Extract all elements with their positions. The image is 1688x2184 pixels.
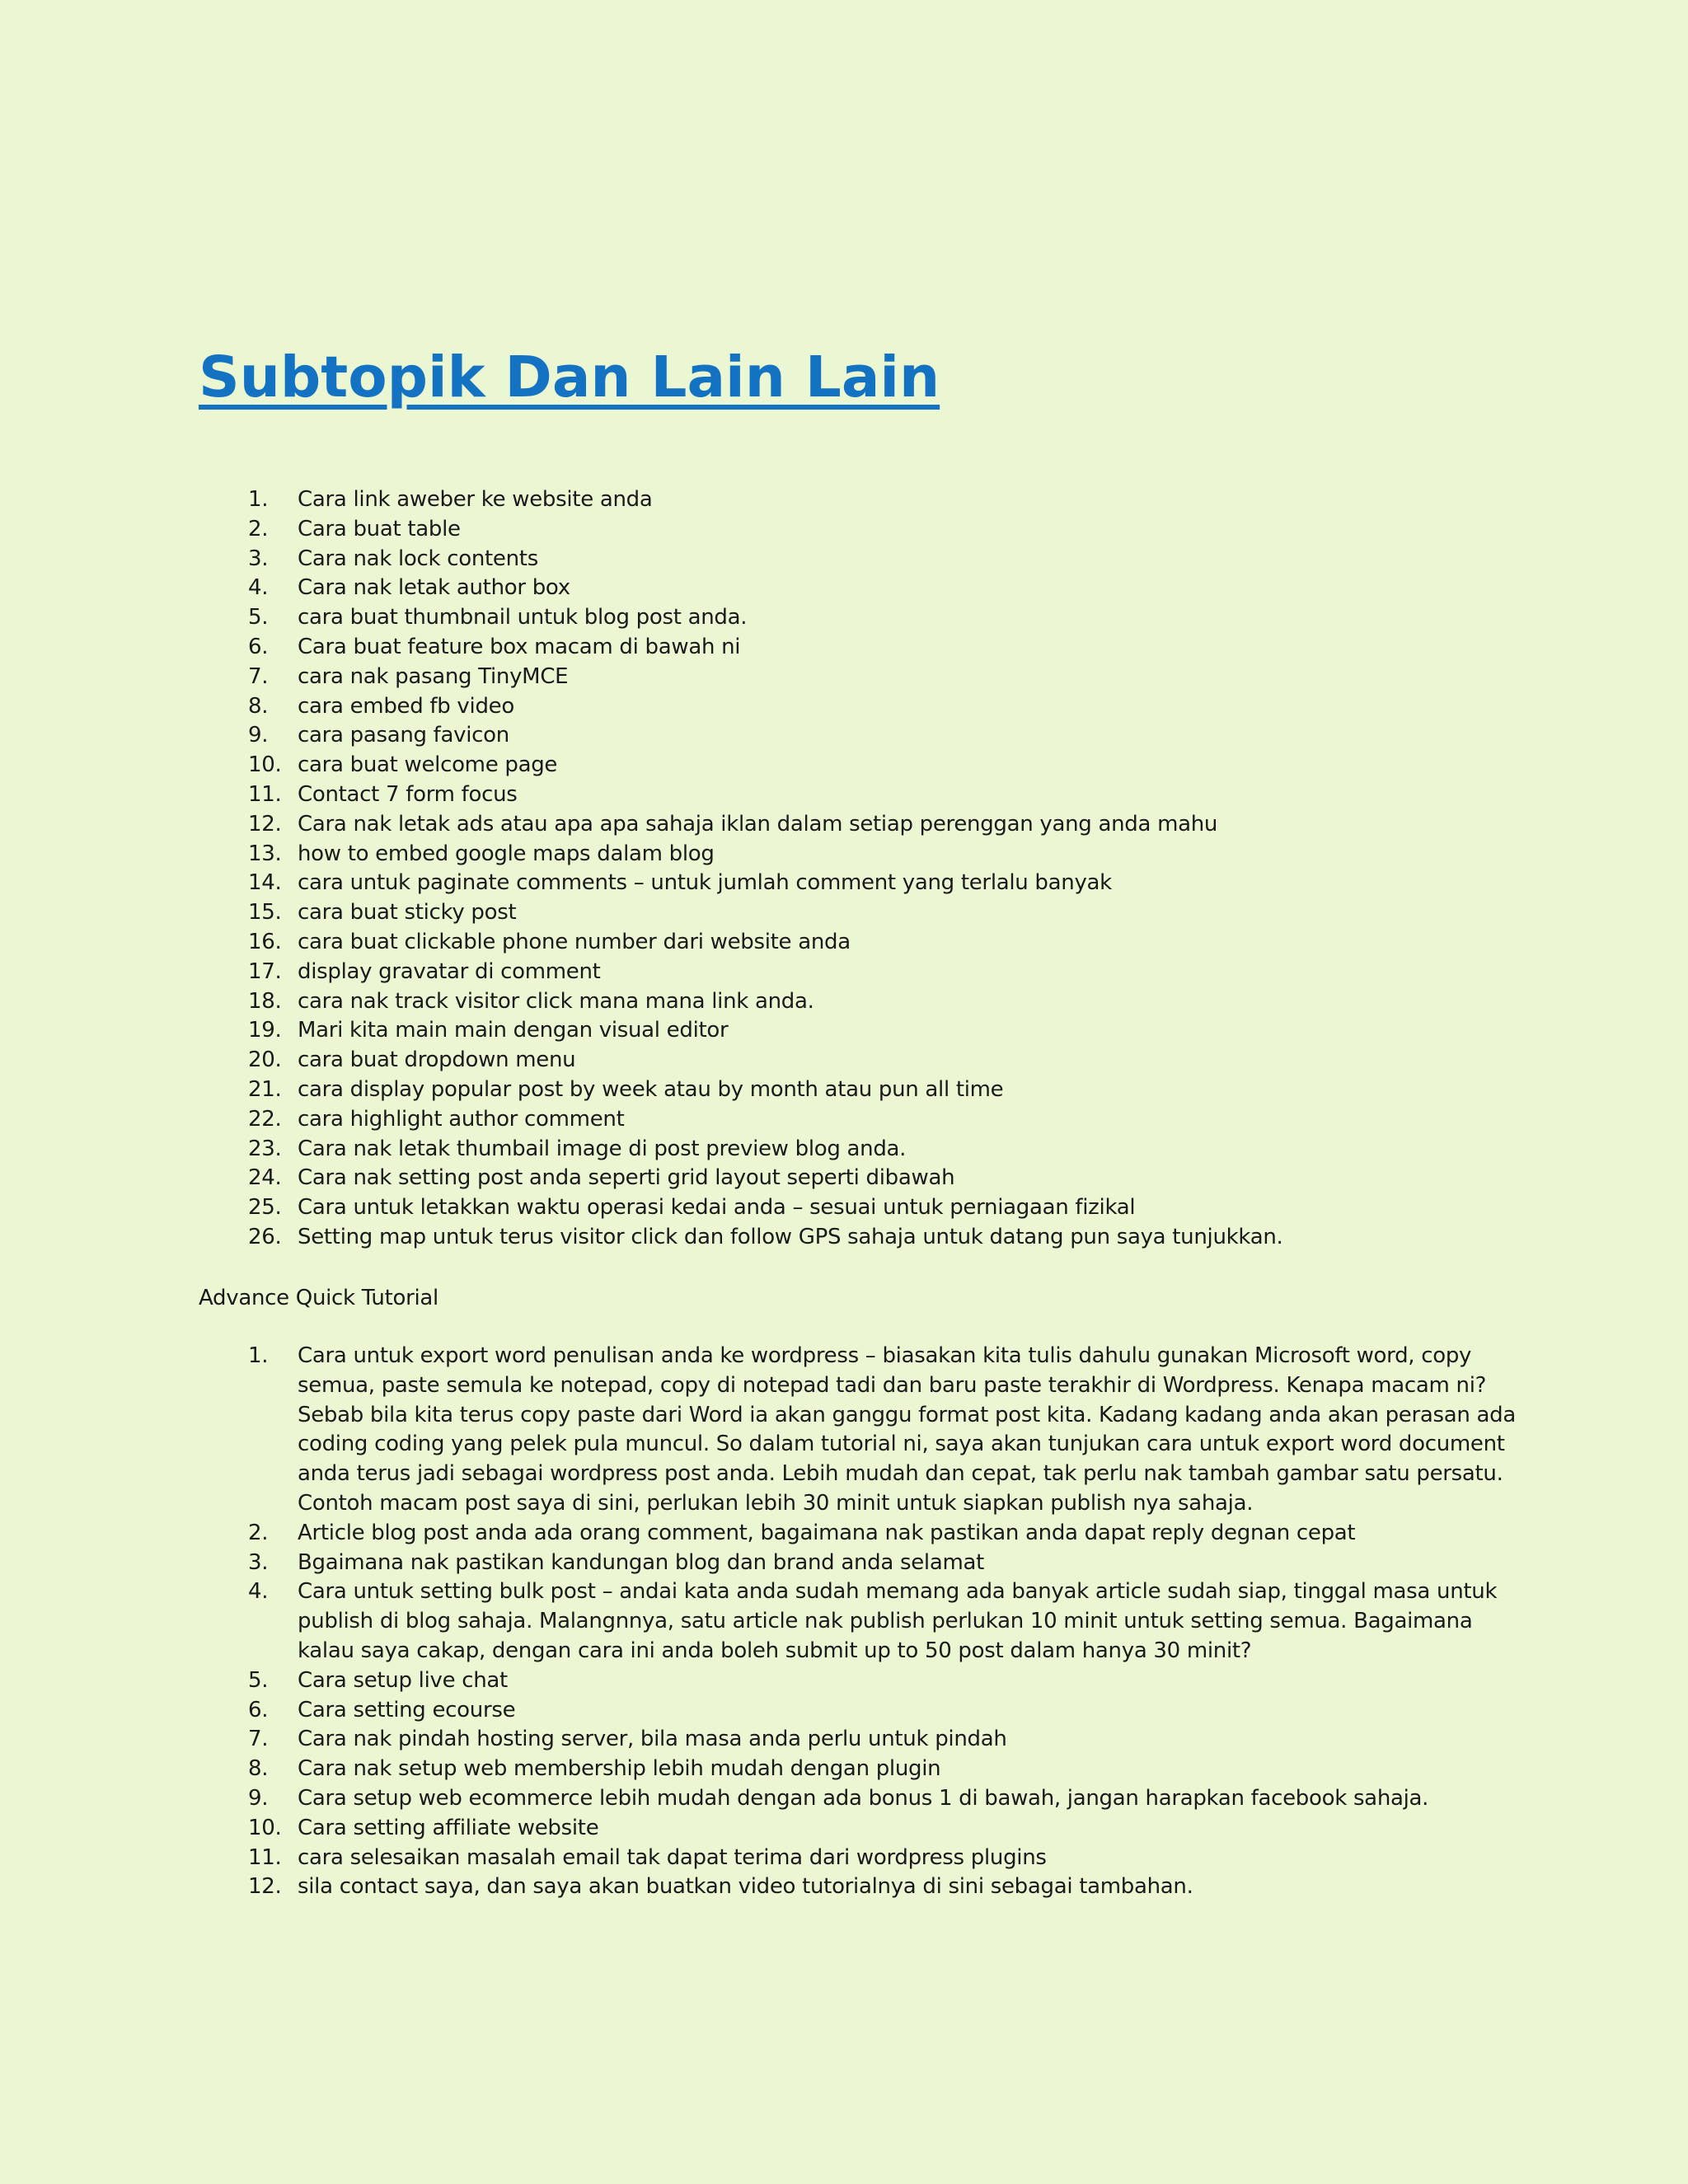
list-item-number: 14. bbox=[248, 870, 282, 896]
list-item-number: 9. bbox=[248, 723, 269, 748]
list-item-text: Cara nak letak ads atau apa apa sahaja iklan dalam setiap perenggan yang anda mahu bbox=[298, 811, 1218, 837]
list-item bbox=[0, 1784, 1517, 1814]
list-item bbox=[0, 1549, 1517, 1578]
list-item bbox=[0, 1193, 1517, 1223]
list-item bbox=[0, 1666, 1517, 1696]
list-item bbox=[0, 633, 1517, 663]
list-item-number: 9. bbox=[248, 1785, 269, 1811]
list-item-number: 23. bbox=[248, 1136, 282, 1161]
list-item-number: 5. bbox=[248, 605, 269, 630]
list-item bbox=[0, 1105, 1517, 1135]
list-item-number: 12. bbox=[248, 1874, 282, 1900]
list-item bbox=[0, 545, 1517, 574]
list-item bbox=[0, 485, 1517, 515]
list-item bbox=[0, 958, 1517, 987]
list-item-text: Mari kita main main dengan visual editor bbox=[298, 1018, 729, 1043]
list-item-text: Cara nak pindah hosting server, bila masa anda perlu untuk pindah bbox=[298, 1727, 1007, 1752]
list-item bbox=[0, 663, 1517, 692]
list-item-text: Setting map untuk terus visitor click dan follow GPS sahaja untuk datang pun saya tunjukkan. bbox=[298, 1224, 1283, 1249]
list-item-number: 24. bbox=[248, 1165, 282, 1191]
list-item-text: cara buat clickable phone number dari website anda bbox=[298, 929, 851, 954]
list-item-number: 13. bbox=[248, 841, 282, 866]
list-item bbox=[0, 780, 1517, 810]
list-item bbox=[0, 840, 1517, 869]
list-item-number: 1. bbox=[248, 487, 269, 512]
list-item-number: 4. bbox=[248, 1579, 269, 1605]
list-item-number: 26. bbox=[248, 1224, 282, 1249]
list-item-number: 15. bbox=[248, 900, 282, 926]
list-item-text: Cara untuk letakkan waktu operasi kedai anda – sesuai untuk perniagaan fizikal bbox=[298, 1195, 1136, 1221]
list-item-number: 20. bbox=[248, 1047, 282, 1073]
page-title: Subtopik Dan Lain Lain bbox=[199, 344, 940, 410]
list-item bbox=[0, 1814, 1517, 1844]
list-item-text: display gravatar di comment bbox=[298, 958, 601, 984]
list-item bbox=[0, 1844, 1517, 1873]
list-item bbox=[0, 1342, 1517, 1519]
list-item-text: cara nak track visitor click mana mana link anda. bbox=[298, 988, 814, 1014]
section-label-advance-quick-tutorial: Advance Quick Tutorial bbox=[199, 1286, 438, 1310]
list-item-text: Cara untuk setting bulk post – andai kata anda sudah memang ada banyak article sudah siap, tinggal masa untuk publish di blog sahaja. Malangnnya, satu article nak publish perlukan 10 minit untuk setting semua. Bagaimana kalau saya cakap, dengan cara ini anda boleh submit up to 50 post dalam hanya 30 minit? bbox=[298, 1579, 1498, 1663]
list-item-text: Article blog post anda ada orang comment, bagaimana nak pastikan anda dapat reply degnan cepat bbox=[298, 1520, 1356, 1545]
list-item bbox=[0, 751, 1517, 780]
list-item bbox=[0, 987, 1517, 1017]
list-item bbox=[0, 1046, 1517, 1076]
list-item-text: cara buat welcome page bbox=[298, 752, 558, 778]
list-item bbox=[0, 692, 1517, 722]
list-item-number: 18. bbox=[248, 988, 282, 1014]
list-item-text: Cara nak letak author box bbox=[298, 575, 570, 601]
list-item-number: 4. bbox=[248, 575, 269, 601]
list-item-number: 8. bbox=[248, 693, 269, 719]
list-item-text: sila contact saya, dan saya akan buatkan video tutorialnya di sini sebagai tambahan. bbox=[298, 1874, 1193, 1900]
list-item-text: Cara setup web ecommerce lebih mudah dengan ada bonus 1 di bawah, jangan harapkan facebook sahaja. bbox=[298, 1785, 1429, 1811]
list-item bbox=[0, 1016, 1517, 1046]
list-item bbox=[0, 1725, 1517, 1755]
list-item bbox=[0, 1577, 1517, 1666]
list-item-number: 21. bbox=[248, 1076, 282, 1102]
list-item-text: Cara nak letak thumbail image di post preview blog anda. bbox=[298, 1136, 907, 1161]
list-item-text: cara display popular post by week atau by month atau pun all time bbox=[298, 1076, 1004, 1102]
list-item-text: Cara link aweber ke website anda bbox=[298, 487, 653, 512]
list-item-text: Cara setting affiliate website bbox=[298, 1815, 599, 1840]
list-item bbox=[0, 721, 1517, 751]
list-item bbox=[0, 1223, 1517, 1253]
list-item-number: 7. bbox=[248, 663, 269, 689]
list-item-number: 10. bbox=[248, 1815, 282, 1840]
list-item-text: Cara untuk export word penulisan anda ke wordpress – biasakan kita tulis dahulu gunakan Microsoft word, copy semua, paste semula ke notepad, copy di notepad tadi dan baru paste terakhir di Wordpress. Kenapa macam ni? Sebab bila kita terus copy paste dari Word ia akan ganggu format post kita. Kadang kadang anda akan perasan ada coding coding yang pelek pula muncul. So dalam tutorial ni, saya akan tunjukan cara untuk export word document anda terus jadi sebagai wordpress post anda. Lebih mudah dan cepat, tak perlu nak tambah gambar satu persatu. Contoh macam post saya di sini, perlukan lebih 30 minit untuk siapkan publish nya sahaja. bbox=[298, 1343, 1517, 1516]
list-item-number: 12. bbox=[248, 811, 282, 837]
list-item-text: cara untuk paginate comments – untuk jumlah comment yang terlalu banyak bbox=[298, 870, 1112, 896]
list-item-text: cara selesaikan masalah email tak dapat terima dari wordpress plugins bbox=[298, 1844, 1047, 1870]
list-item bbox=[0, 515, 1517, 545]
list-item-number: 11. bbox=[248, 781, 282, 807]
list-item-number: 5. bbox=[248, 1667, 269, 1693]
list-item bbox=[0, 1076, 1517, 1105]
list-item-number: 6. bbox=[248, 634, 269, 659]
list-item bbox=[0, 810, 1517, 840]
list-item-number: 8. bbox=[248, 1756, 269, 1782]
list-item bbox=[0, 928, 1517, 958]
list-item-text: Cara buat feature box macam di bawah ni bbox=[298, 634, 741, 659]
list-item-text: Bgaimana nak pastikan kandungan blog dan brand anda selamat bbox=[298, 1549, 985, 1575]
list-item-number: 22. bbox=[248, 1106, 282, 1132]
list-item bbox=[0, 574, 1517, 603]
list-item-number: 2. bbox=[248, 516, 269, 541]
subtopic-list bbox=[0, 485, 1517, 1253]
list-item-text: cara embed fb video bbox=[298, 693, 514, 719]
list-item-text: Cara setup live chat bbox=[298, 1667, 508, 1693]
list-item-number: 7. bbox=[248, 1727, 269, 1752]
list-item-text: Cara nak setup web membership lebih mudah dengan plugin bbox=[298, 1756, 941, 1782]
list-item bbox=[0, 869, 1517, 898]
list-item-number: 1. bbox=[248, 1343, 269, 1368]
list-item-text: cara buat sticky post bbox=[298, 900, 517, 926]
list-item-number: 6. bbox=[248, 1697, 269, 1722]
list-item bbox=[0, 898, 1517, 928]
list-item-text: Cara setting ecourse bbox=[298, 1697, 516, 1722]
list-item-text: cara highlight author comment bbox=[298, 1106, 625, 1132]
list-item-text: Cara nak lock contents bbox=[298, 546, 538, 571]
list-item bbox=[0, 1755, 1517, 1784]
list-item-text: Cara buat table bbox=[298, 516, 461, 541]
advance-tutorial-list bbox=[0, 1342, 1517, 1902]
list-item-number: 11. bbox=[248, 1844, 282, 1870]
list-item-number: 19. bbox=[248, 1018, 282, 1043]
list-item-text: Contact 7 form focus bbox=[298, 781, 518, 807]
list-item-text: cara buat thumbnail untuk blog post anda. bbox=[298, 605, 748, 630]
list-item-text: cara pasang favicon bbox=[298, 723, 509, 748]
list-item bbox=[0, 1696, 1517, 1726]
list-item bbox=[0, 1164, 1517, 1193]
list-item bbox=[0, 1872, 1517, 1902]
list-item-number: 3. bbox=[248, 546, 269, 571]
list-item-number: 16. bbox=[248, 929, 282, 954]
list-item-number: 2. bbox=[248, 1520, 269, 1545]
list-item-text: how to embed google maps dalam blog bbox=[298, 841, 715, 866]
list-item-number: 3. bbox=[248, 1549, 269, 1575]
list-item-number: 10. bbox=[248, 752, 282, 778]
list-item-number: 17. bbox=[248, 958, 282, 984]
list-item-number: 25. bbox=[248, 1195, 282, 1221]
list-item-text: cara nak pasang TinyMCE bbox=[298, 663, 569, 689]
list-item-text: Cara nak setting post anda seperti grid layout seperti dibawah bbox=[298, 1165, 955, 1191]
list-item bbox=[0, 1519, 1517, 1549]
list-item bbox=[0, 1135, 1517, 1165]
list-item bbox=[0, 603, 1517, 633]
list-item-text: cara buat dropdown menu bbox=[298, 1047, 576, 1073]
